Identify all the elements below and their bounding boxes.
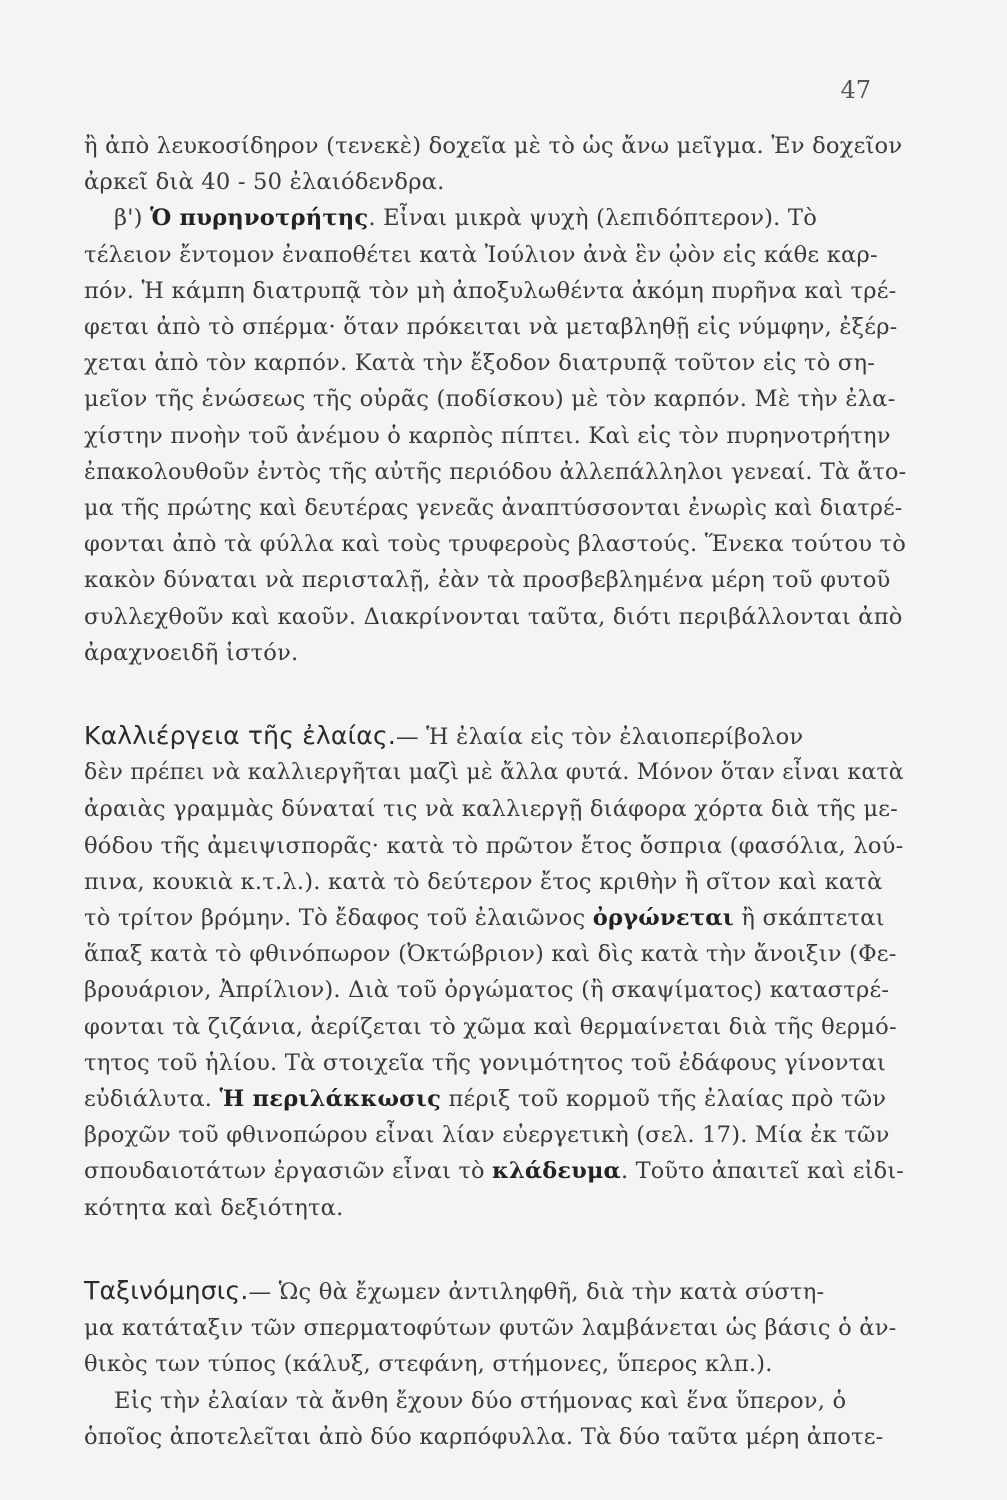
text-line: χεται ἀπὸ τὸν καρπόν. Κατὰ τὴν ἔξοδον διατρυπᾷ τοῦτον εἰς τὸ ση- [84,350,876,377]
text-line: χίστην πνοὴν τοῦ ἀνέμου ὁ καρπὸς πίπτει. Καὶ εἰς τὸν πυρηνοτρήτην [84,422,891,449]
text-line: θικὸς των τύπος (κάλυξ, στεφάνη, στήμονες, ὕπερος κλπ.). [84,1351,773,1378]
text-line: Εἰς τὴν ἐλαίαν τὰ ἄνθη ἔχουν δύο στήμονας καὶ ἕνα ὕπερον, ὁ [114,1387,847,1414]
emphasis-term: κλάδευμα [491,1158,621,1185]
text-line: μεῖον τῆς ἑνώσεως τῆς οὐρᾶς (ποδίσκου) μὲ τὸν καρπόν. Μὲ τὴν ἐλα- [84,386,896,413]
emphasis-term: ὀργώνεται [592,905,734,932]
text-line: συλλεχθοῦν καὶ καοῦν. Διακρίνονται ταῦτα, διότι περιβάλλονται ἀπὸ [84,603,903,630]
text-line: κακὸν δύναται νὰ περισταλῇ, ἐὰν τὰ προσβεβλημένα μέρη τοῦ φυτοῦ [84,567,891,594]
text-line: τητος τοῦ ἡλίου. Τὰ στοιχεῖα τῆς γονιμότητος τοῦ ἐδάφους γίνονται [84,1049,886,1076]
text-line: ἀραχνοειδῆ ἱστόν. [84,639,299,666]
text-line: πόν. Ἡ κάμπη διατρυπᾷ τὸν μὴ ἀποξυλωθέντα ἀκόμη πυρῆνα καὶ τρέ- [84,277,897,304]
emphasis-term: Ἡ περιλάκκωσις [219,1086,442,1113]
section-heading: Ταξινόμησις. [84,1275,249,1305]
text-line: ἅπαξ κατὰ τὸ φθινόπωρον (Ὀκτώβριον) καὶ δὶς κατὰ τὴν ἄνοιξιν (Φε- [84,941,897,968]
text-line: ἢ ἀπὸ λευκοσίδηρον (τενεκὲ) δοχεῖα μὲ τὸ ὡς ἄνω μεῖγμα. Ἐν δοχεῖον [84,133,903,159]
text-line: βροχῶν τοῦ φθινοπώρου εἶναι λίαν εὐεργετικὴ (σελ. 17). Μία ἐκ τῶν [84,1122,890,1149]
list-marker: β') [114,205,151,232]
text-line: μα τῆς πρώτης καὶ δευτέρας γενεᾶς ἀναπτύσσονται ἐνωρὶς καὶ διατρέ- [84,495,903,522]
text-line: μα κατάταξιν τῶν σπερματοφύτων φυτῶν λαμβάνεται ὡς βάσις ὁ ἀν- [84,1315,897,1342]
text-run: εὐδιάλυτα. [84,1086,220,1113]
text-run: . Εἶναι μικρὰ ψυχὴ (λεπιδόπτερον). Τὸ [368,205,818,232]
body-text [84,128,906,1455]
text-line: θόδου τῆς ἀμειψισπορᾶς· κατὰ τὸ πρῶτον ἔτος ὄσπρια (φασόλια, λού- [84,832,904,859]
text-line: ἀραιὰς γραμμὰς δύναταί τις νὰ καλλιεργῇ διάφορα χόρτα διὰ τῆς με- [84,796,899,823]
text-run: τὸ τρίτον βρόμην. Τὸ ἔδαφος τοῦ ἐλαιῶνος [84,905,593,932]
text-line: ἀρκεῖ διὰ 40 - 50 ἐλαιόδενδρα. [84,169,445,196]
text-line: τέλειον ἔντομον ἐναποθέτει κατὰ Ἰούλιον ἀνὰ ἓν ᾠὸν εἰς κάθε καρ- [84,241,878,268]
paragraph-gap [84,1226,906,1273]
text-run: — Ἡ ἐλαία εἰς τὸν ἐλαιοπερίβολον [395,724,804,751]
text-line: δὲν πρέπει νὰ καλλιεργῆται μαζὶ μὲ ἄλλα φυτά. Μόνον ὅταν εἶναι κατὰ [84,760,904,786]
text-line: φονται τὰ ζιζάνια, ἀερίζεται τὸ χῶμα καὶ θερμαίνεται διὰ τῆς θερμό- [84,1013,897,1040]
text-line [84,1273,906,1310]
text-run: ἢ σκάπτεται [733,905,885,932]
text-line: ἐπακολουθοῦν ἐντὸς τῆς αὐτῆς περιόδου ἀλλεπάλληλοι γενεαί. Τὰ ἄτο- [84,458,907,485]
text-run: σπουδαιοτάτων ἐργασιῶν εἶναι τὸ [84,1158,492,1185]
text-line: φεται ἀπὸ τὸ σπέρμα· ὅταν πρόκειται νὰ μεταβληθῇ εἰς νύμφην, ἐξέρ- [84,314,898,341]
section-term: Ὁ πυρηνοτρήτης [150,205,369,232]
text-line: φονται ἀπὸ τὰ φύλλα καὶ τοὺς τρυφεροὺς βλαστούς. Ἕνεκα τούτου τὸ [84,531,907,558]
page-number: 47 [840,76,871,104]
text-line: ὁποῖος ἀποτελεῖται ἀπὸ δύο καρπόφυλλα. Τὰ δύο ταῦτα μέρη ἀποτε- [84,1423,884,1450]
text-run: . Τοῦτο ἀπαιτεῖ καὶ εἰδι- [620,1158,905,1185]
paragraph-gap [84,671,906,718]
text-run: πέριξ τοῦ κορμοῦ τῆς ἐλαίας πρὸ τῶν [441,1086,887,1113]
text-line [84,900,906,936]
text-line: βρουάριον, Ἀπρίλιον). Διὰ τοῦ ὀργώματος (ἢ σκαψίματος) καταστρέ- [84,977,890,1004]
text-line [84,718,906,755]
text-line [84,1153,906,1189]
text-line [84,1081,906,1117]
section-heading: Καλλιέργεια τῆς ἐλαίας. [84,721,396,751]
text-line: κότητα καὶ δεξιότητα. [84,1194,344,1221]
text-run: — Ὡς θὰ ἔχωμεν ἀντιληφθῆ, διὰ τὴν κατὰ σύστη- [248,1278,825,1305]
text-line: πινα, κουκιὰ κ.τ.λ.). κατὰ τὸ δεύτερον ἔτος κριθὴν ἢ σῖτον καὶ κατὰ [84,868,883,895]
text-line [84,200,906,236]
